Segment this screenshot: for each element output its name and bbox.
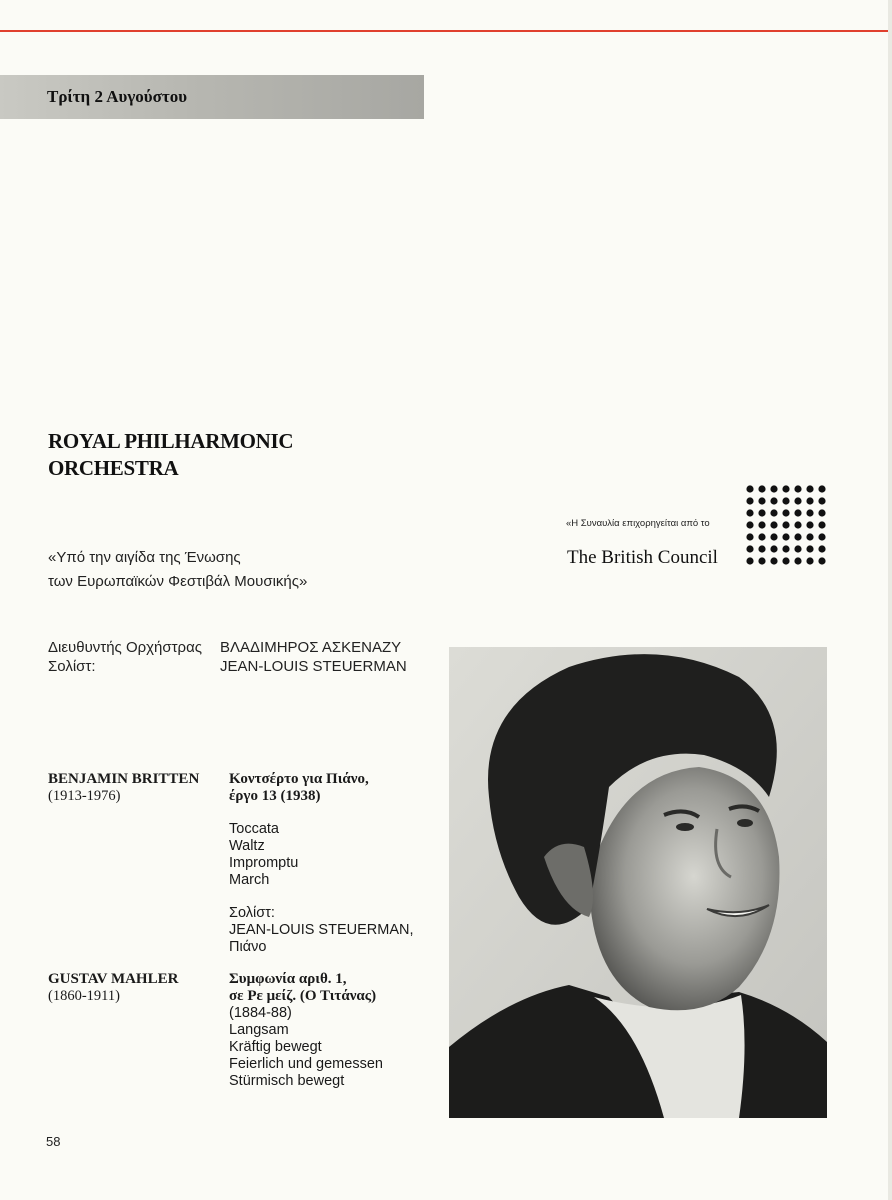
soloist-instrument: Πιάνο: [229, 939, 267, 955]
movement-item: Stürmisch bewegt: [229, 1073, 345, 1089]
page-number: 58: [46, 1134, 61, 1149]
composer-years: (1913-1976): [48, 788, 121, 804]
soloist-name: JEAN-LOUIS STEUERMAN,: [229, 922, 414, 938]
concert-date: Τρίτη 2 Αυγούστου: [47, 87, 188, 106]
work-title-line1: Συμφωνία αριθ. 1,: [229, 971, 347, 987]
soloist-label: Σολίστ:: [229, 905, 275, 921]
festival-patronage-line2: των Ευρωπαϊκών Φεστιβάλ Μουσικής»: [48, 573, 308, 590]
movement-item: Langsam: [229, 1022, 289, 1038]
movement-item: Kräftig bewegt: [229, 1039, 322, 1055]
work-mahler-symphony-1: [229, 971, 383, 1090]
movement-item: Waltz: [229, 838, 265, 854]
orchestra-title-line1: ROYAL PHILHARMONIC: [48, 429, 294, 453]
british-council-logo-dots-icon: [744, 483, 828, 567]
conductor-portrait-photo: [449, 647, 827, 1118]
top-red-rule: [0, 30, 892, 32]
work-title-line2: έργο 13 (1938): [229, 788, 321, 804]
composer-name: GUSTAV MAHLER: [48, 971, 179, 987]
composer-mahler: [48, 971, 178, 1005]
orchestra-title-line2: ORCHESTRA: [48, 456, 179, 480]
work-dates: (1884-88): [229, 1005, 292, 1021]
credit-row-conductor: [48, 639, 448, 658]
composer-years: (1860-1911): [48, 988, 120, 1004]
work-title-line2: σε Ρε μείζ. (Ο Τιτάνας): [229, 988, 377, 1004]
work-britten-piano-concerto: [229, 771, 414, 956]
page-edge: [888, 0, 892, 1200]
credit-label-soloist: Σολίστ:: [48, 658, 96, 675]
sponsor-name: The British Council: [567, 547, 718, 568]
orchestra-title: [48, 428, 293, 482]
movement-item: Impromptu: [229, 855, 299, 871]
movement-item: Feierlich und gemessen: [229, 1056, 383, 1072]
work-title-line1: Κοντσέρτο για Πιάνο,: [229, 771, 369, 787]
sponsor-note: «Η Συναυλία επιχορηγείται από το: [566, 518, 710, 529]
composer-name: BENJAMIN BRITTEN: [48, 771, 200, 787]
credit-label-conductor: Διευθυντής Ορχήστρας: [48, 639, 202, 656]
date-banner: [0, 75, 424, 119]
credit-value-soloist: JEAN-LOUIS STEUERMAN: [220, 658, 407, 675]
festival-patronage-line1: «Υπό την αιγίδα της Ένωσης: [48, 549, 241, 566]
composer-britten: [48, 771, 199, 805]
movement-item: Toccata: [229, 821, 279, 837]
movement-item: March: [229, 872, 270, 888]
performer-credits: [48, 639, 448, 677]
credit-row-soloist: [48, 658, 448, 677]
credit-value-conductor: ΒΛΑΔΙΜΗΡΟΣ ΑΣΚΕΝΑΖΥ: [220, 639, 402, 656]
